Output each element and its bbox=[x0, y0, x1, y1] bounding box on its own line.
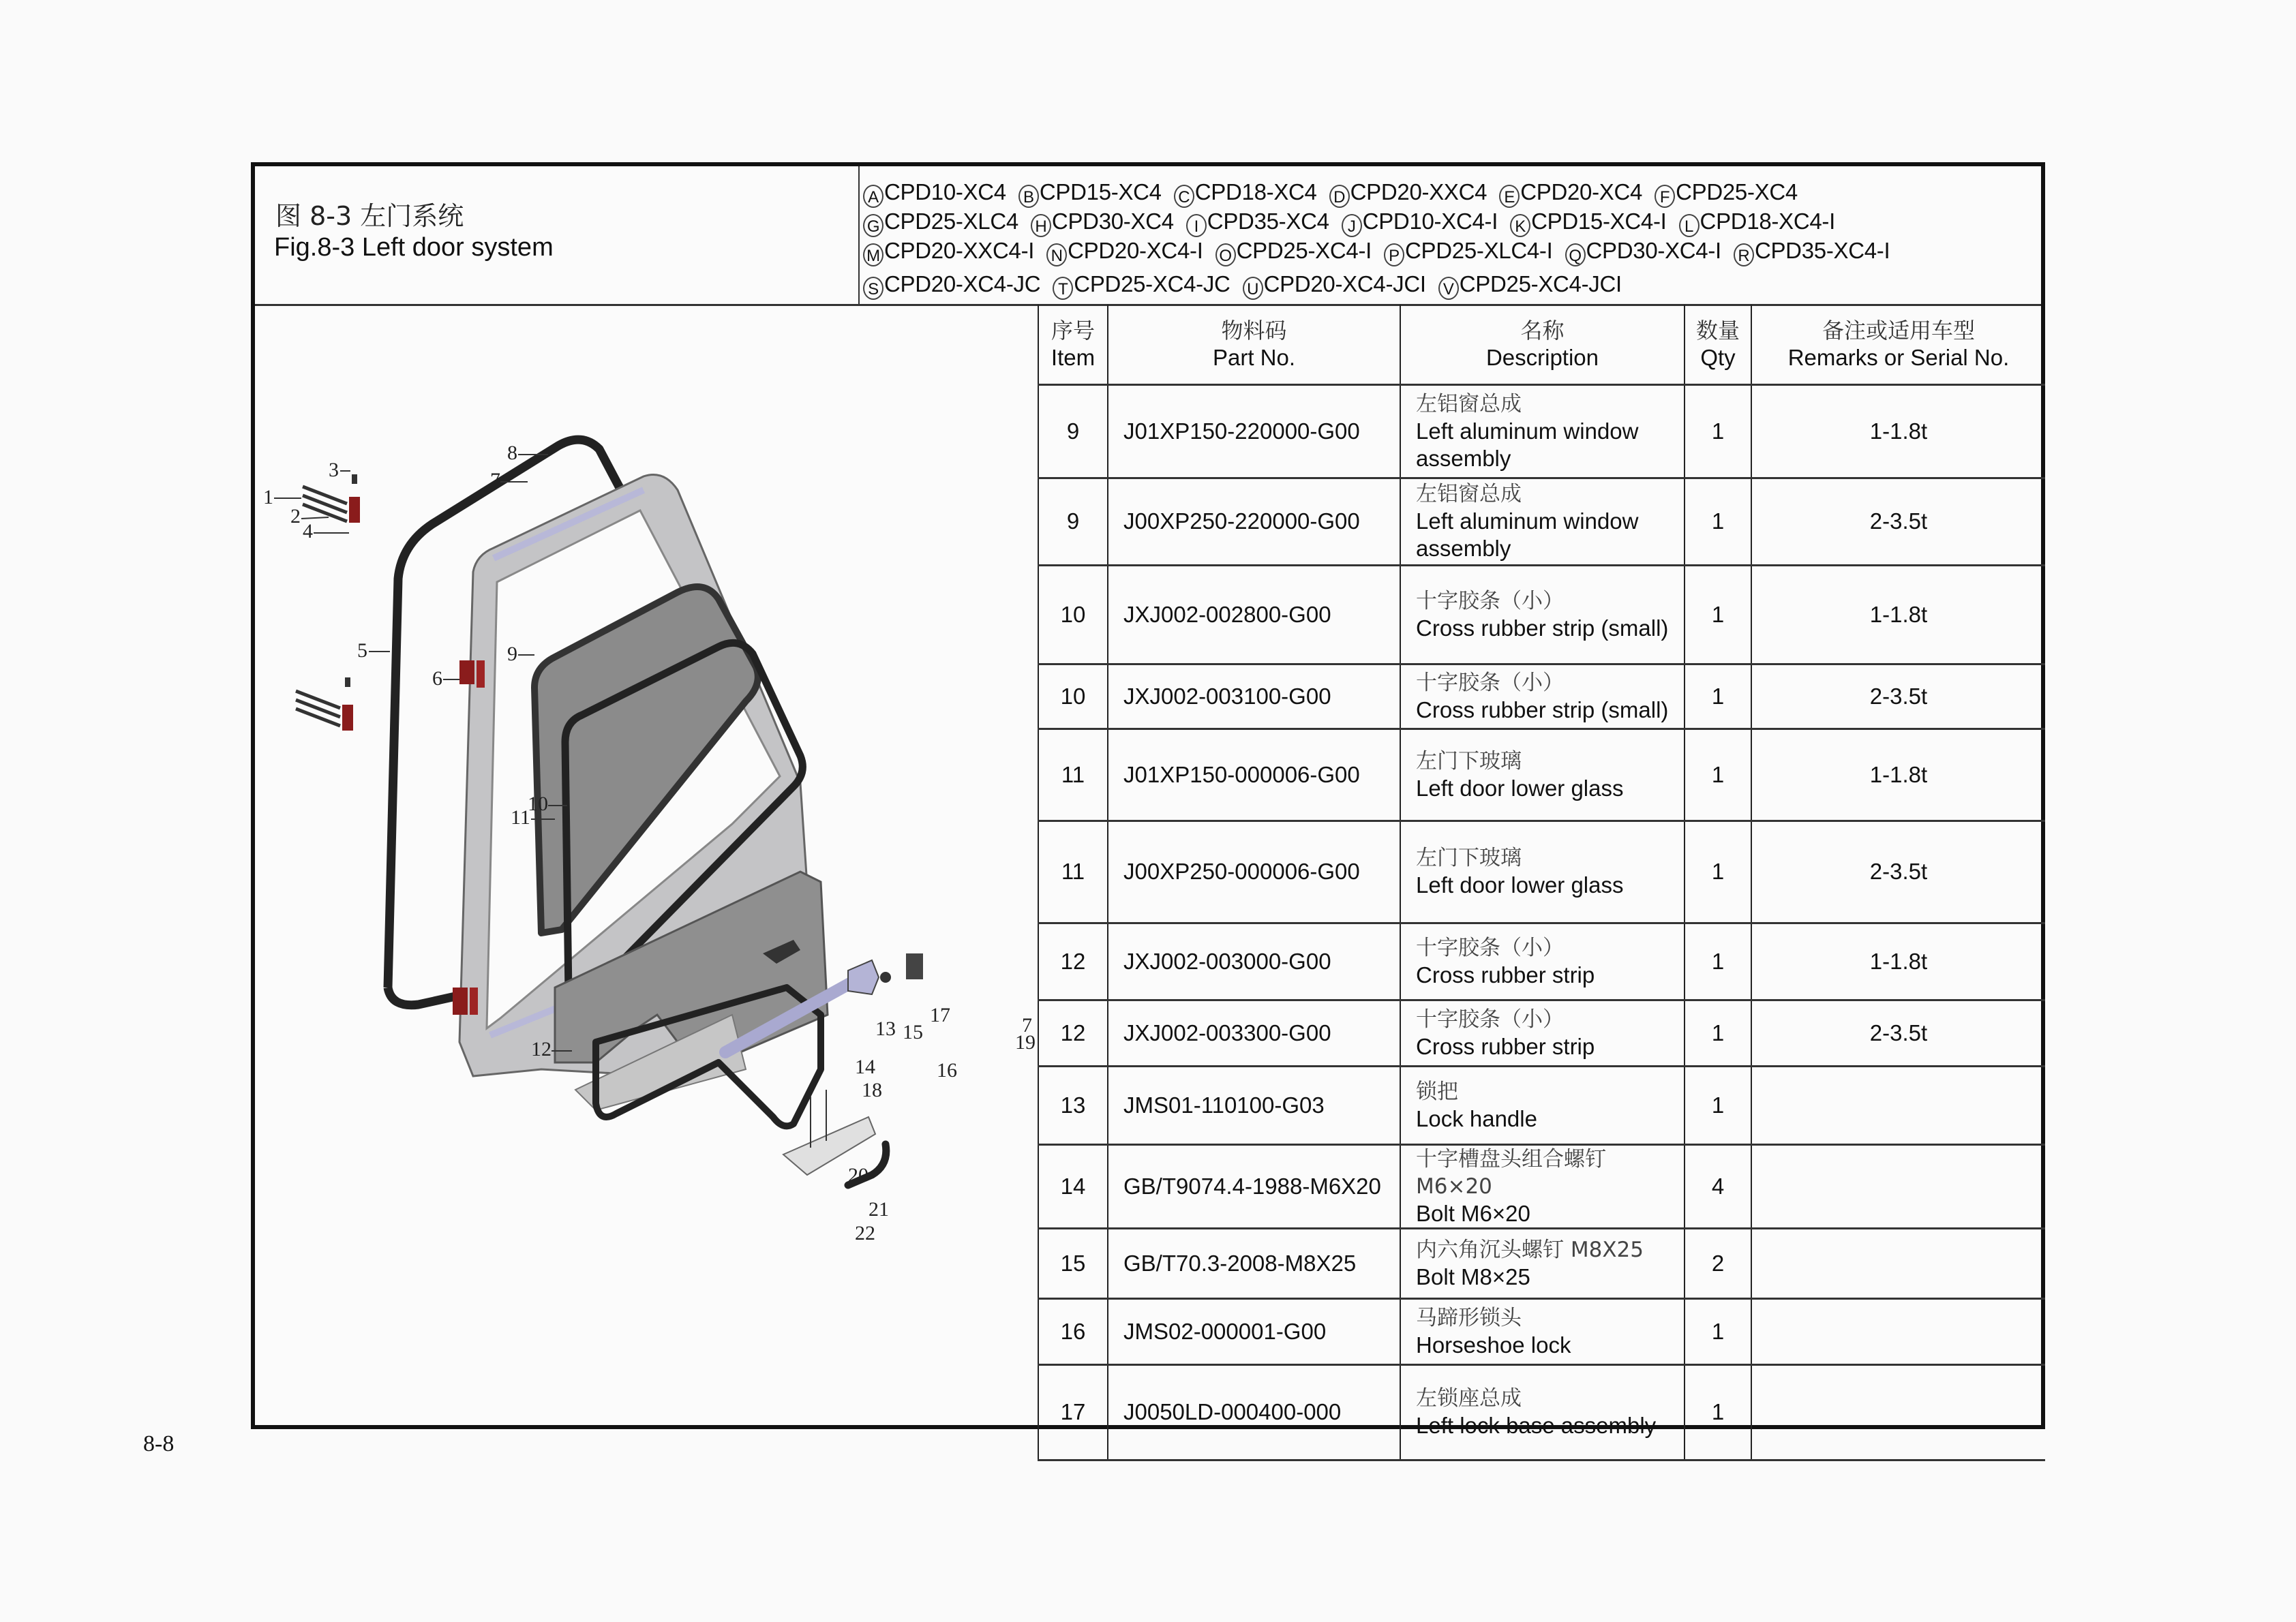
svg-text:19: 19 bbox=[1015, 1031, 1036, 1054]
svg-text:13: 13 bbox=[875, 1017, 896, 1040]
cell-item: 9 bbox=[1038, 384, 1108, 478]
model-name: CPD10-XC4 bbox=[884, 179, 1006, 204]
model-name: CPD35-XC4-I bbox=[1754, 238, 1890, 263]
model-name: CPD15-XC4-I bbox=[1531, 209, 1667, 234]
model-name: CPD25-XC4-I bbox=[1236, 238, 1372, 263]
circled-letter-icon: J bbox=[1342, 214, 1362, 237]
cell-remarks bbox=[1751, 1144, 2045, 1228]
cell-part-no: JMS01-110100-G03 bbox=[1108, 1066, 1400, 1144]
models-line-3 bbox=[863, 237, 2041, 266]
circled-letter-icon: P bbox=[1384, 243, 1404, 266]
circled-letter-icon: A bbox=[863, 185, 883, 208]
cell-remarks bbox=[1751, 1298, 2045, 1364]
parts-table-body bbox=[1038, 384, 2045, 1460]
model-f bbox=[1655, 179, 1798, 208]
model-v bbox=[1438, 271, 1622, 300]
cell-remarks bbox=[1751, 1364, 2045, 1460]
svg-text:11: 11 bbox=[511, 806, 530, 829]
cell-qty: 1 bbox=[1685, 923, 1751, 1000]
cell-item: 15 bbox=[1038, 1228, 1108, 1298]
cell-remarks: 1-1.8t bbox=[1751, 923, 2045, 1000]
model-name: CPD10-XC4-I bbox=[1362, 209, 1498, 234]
svg-text:16: 16 bbox=[937, 1059, 957, 1082]
cell-item: 10 bbox=[1038, 565, 1108, 664]
model-name: CPD25-XC4-JCI bbox=[1459, 271, 1622, 296]
svg-text:1: 1 bbox=[263, 486, 273, 508]
svg-text:6: 6 bbox=[432, 667, 442, 690]
svg-text:7: 7 bbox=[490, 469, 500, 491]
svg-text:12: 12 bbox=[531, 1038, 552, 1060]
figure-frame bbox=[251, 162, 2045, 1438]
lock-base bbox=[906, 953, 923, 979]
circled-letter-icon: E bbox=[1499, 185, 1520, 208]
cell-remarks bbox=[1751, 1228, 2045, 1298]
col-header-item: 序号 Item bbox=[1038, 305, 1108, 384]
cell-remarks: 1-1.8t bbox=[1751, 729, 2045, 821]
cell-qty: 1 bbox=[1685, 729, 1751, 821]
cell-part-no: JXJ002-002800-G00 bbox=[1108, 565, 1400, 664]
model-q bbox=[1565, 237, 1721, 266]
models-line-2 bbox=[863, 208, 2041, 237]
cell-qty: 1 bbox=[1685, 384, 1751, 478]
cell-qty: 1 bbox=[1685, 565, 1751, 664]
circled-letter-icon: K bbox=[1510, 214, 1530, 237]
col-header-remarks: 备注或适用车型 Remarks or Serial No. bbox=[1751, 305, 2045, 384]
circled-letter-icon: O bbox=[1215, 243, 1236, 266]
cell-description: 十字胶条（小） Cross rubber strip (small) bbox=[1400, 565, 1685, 664]
cell-item: 9 bbox=[1038, 478, 1108, 565]
cell-remarks: 2-3.5t bbox=[1751, 1000, 2045, 1066]
cell-part-no: J0050LD-000400-000 bbox=[1108, 1364, 1400, 1460]
models-line-1 bbox=[863, 179, 2041, 208]
cell-item: 16 bbox=[1038, 1298, 1108, 1364]
cell-description: 左门下玻璃 Left door lower glass bbox=[1400, 729, 1685, 821]
circled-letter-icon: D bbox=[1329, 185, 1350, 208]
model-h bbox=[1031, 208, 1174, 237]
model-u bbox=[1243, 271, 1426, 300]
model-name: CPD35-XC4 bbox=[1207, 209, 1329, 234]
col-header-qty: 数量 Qty bbox=[1685, 305, 1751, 384]
col-header-description: 名称 Description bbox=[1400, 305, 1685, 384]
model-t bbox=[1053, 271, 1230, 300]
circled-letter-icon: V bbox=[1438, 277, 1459, 300]
cell-part-no: GB/T9074.4-1988-M6X20 bbox=[1108, 1144, 1400, 1228]
circled-letter-icon: B bbox=[1018, 185, 1039, 208]
cell-description: 内六角沉头螺钉 M8X25 Bolt M8×25 bbox=[1400, 1228, 1685, 1298]
cell-remarks: 2-3.5t bbox=[1751, 664, 2045, 729]
model-b bbox=[1018, 179, 1162, 208]
svg-text:21: 21 bbox=[868, 1198, 889, 1221]
svg-text:10: 10 bbox=[528, 793, 548, 815]
model-name: CPD25-XLC4 bbox=[884, 209, 1018, 234]
model-name: CPD20-XC4-JC bbox=[884, 271, 1041, 296]
model-l bbox=[1679, 208, 1835, 237]
circled-letter-icon: L bbox=[1679, 214, 1700, 237]
cell-item: 11 bbox=[1038, 729, 1108, 821]
cell-description: 左铝窗总成 Left aluminum window assembly bbox=[1400, 384, 1685, 478]
table-row bbox=[1038, 1298, 2045, 1364]
cell-description: 左门下玻璃 Left door lower glass bbox=[1400, 821, 1685, 923]
cell-part-no: GB/T70.3-2008-M8X25 bbox=[1108, 1228, 1400, 1298]
cell-qty: 1 bbox=[1685, 1364, 1751, 1460]
cell-remarks: 2-3.5t bbox=[1751, 821, 2045, 923]
model-name: CPD25-XC4 bbox=[1676, 179, 1798, 204]
hinge-bolts-lower bbox=[296, 691, 340, 726]
circled-letter-icon: H bbox=[1031, 214, 1051, 237]
svg-text:22: 22 bbox=[855, 1222, 875, 1244]
cell-qty: 1 bbox=[1685, 664, 1751, 729]
model-o bbox=[1215, 237, 1372, 266]
svg-text:3: 3 bbox=[329, 459, 339, 481]
model-g bbox=[863, 208, 1018, 237]
model-n bbox=[1046, 237, 1203, 266]
exploded-door-diagram bbox=[255, 306, 1039, 1425]
cell-item: 14 bbox=[1038, 1144, 1108, 1228]
cell-part-no: JMS02-000001-G00 bbox=[1108, 1298, 1400, 1364]
figure-title-block bbox=[255, 166, 860, 306]
table-row bbox=[1038, 384, 2045, 478]
cell-item: 12 bbox=[1038, 1000, 1108, 1066]
cell-part-no: JXJ002-003100-G00 bbox=[1108, 664, 1400, 729]
cell-qty: 1 bbox=[1685, 1000, 1751, 1066]
svg-text:7: 7 bbox=[1022, 1014, 1032, 1037]
circled-letter-icon: U bbox=[1243, 277, 1263, 300]
cell-description: 十字胶条（小） Cross rubber strip (small) bbox=[1400, 664, 1685, 729]
cell-part-no: JXJ002-003000-G00 bbox=[1108, 923, 1400, 1000]
model-name: CPD15-XC4 bbox=[1039, 179, 1162, 204]
cell-description: 锁把 Lock handle bbox=[1400, 1066, 1685, 1144]
circled-letter-icon: M bbox=[863, 243, 883, 266]
circled-letter-icon: G bbox=[863, 214, 883, 237]
svg-text:8: 8 bbox=[507, 442, 517, 464]
model-name: CPD18-XC4 bbox=[1194, 179, 1317, 204]
table-row bbox=[1038, 1228, 2045, 1298]
cell-description: 十字胶条（小） Cross rubber strip bbox=[1400, 1000, 1685, 1066]
model-k bbox=[1510, 208, 1666, 237]
figure-title-en: Fig.8-3 Left door system bbox=[274, 233, 554, 262]
cell-qty: 1 bbox=[1685, 1298, 1751, 1364]
parts-table bbox=[1038, 305, 2045, 1461]
cell-qty: 1 bbox=[1685, 821, 1751, 923]
cell-qty: 4 bbox=[1685, 1144, 1751, 1228]
svg-text:9: 9 bbox=[507, 643, 517, 665]
table-row bbox=[1038, 729, 2045, 821]
table-row bbox=[1038, 1066, 2045, 1144]
applicable-models bbox=[860, 166, 2041, 306]
table-row bbox=[1038, 478, 2045, 565]
cell-item: 17 bbox=[1038, 1364, 1108, 1460]
table-row bbox=[1038, 565, 2045, 664]
cell-part-no: J00XP250-000006-G00 bbox=[1108, 821, 1400, 923]
cell-description: 十字胶条（小） Cross rubber strip bbox=[1400, 923, 1685, 1000]
cell-remarks: 1-1.8t bbox=[1751, 384, 2045, 478]
cell-part-no: J01XP150-220000-G00 bbox=[1108, 384, 1400, 478]
svg-text:17: 17 bbox=[930, 1004, 950, 1026]
cell-remarks: 2-3.5t bbox=[1751, 478, 2045, 565]
cell-remarks: 1-1.8t bbox=[1751, 565, 2045, 664]
cell-description: 马蹄形锁头 Horseshoe lock bbox=[1400, 1298, 1685, 1364]
cell-item: 10 bbox=[1038, 664, 1108, 729]
hinge-bolts-upper bbox=[303, 487, 347, 521]
col-header-part-no: 物料码 Part No. bbox=[1108, 305, 1400, 384]
model-name: CPD30-XC4-I bbox=[1586, 238, 1721, 263]
cell-part-no: J00XP250-220000-G00 bbox=[1108, 478, 1400, 565]
circled-letter-icon: C bbox=[1174, 185, 1194, 208]
model-name: CPD20-XXC4 bbox=[1350, 179, 1487, 204]
circled-letter-icon: T bbox=[1053, 277, 1073, 300]
svg-text:2: 2 bbox=[290, 505, 301, 527]
cell-description: 左锁座总成 Left lock base assembly bbox=[1400, 1364, 1685, 1460]
model-name: CPD20-XC4-JCI bbox=[1263, 271, 1426, 296]
figure-title-cn: 图 8-3 左门系统 bbox=[275, 201, 464, 231]
table-row bbox=[1038, 1144, 2045, 1228]
model-name: CPD18-XC4-I bbox=[1700, 209, 1835, 234]
model-name: CPD20-XXC4-I bbox=[884, 238, 1035, 263]
svg-text:18: 18 bbox=[862, 1079, 882, 1101]
cell-item: 13 bbox=[1038, 1066, 1108, 1144]
page-number: 8-8 bbox=[143, 1431, 175, 1456]
circled-letter-icon: S bbox=[863, 277, 883, 300]
cell-remarks bbox=[1751, 1066, 2045, 1144]
model-name: CPD20-XC4 bbox=[1520, 179, 1643, 204]
cell-qty: 1 bbox=[1685, 478, 1751, 565]
model-name: CPD20-XC4-I bbox=[1068, 238, 1203, 263]
table-row bbox=[1038, 923, 2045, 1000]
circled-letter-icon: R bbox=[1734, 243, 1754, 266]
model-p bbox=[1384, 237, 1552, 266]
model-s bbox=[863, 271, 1040, 300]
svg-text:14: 14 bbox=[855, 1056, 875, 1078]
model-name: CPD25-XLC4-I bbox=[1405, 238, 1553, 263]
table-row bbox=[1038, 1000, 2045, 1066]
circled-letter-icon: N bbox=[1046, 243, 1067, 266]
model-name: CPD30-XC4 bbox=[1051, 209, 1174, 234]
model-a bbox=[863, 179, 1006, 208]
svg-text:4: 4 bbox=[303, 520, 313, 542]
cell-qty: 2 bbox=[1685, 1228, 1751, 1298]
table-row bbox=[1038, 1364, 2045, 1460]
table-row bbox=[1038, 821, 2045, 923]
model-m bbox=[863, 237, 1034, 266]
model-r bbox=[1734, 237, 1890, 266]
svg-text:20: 20 bbox=[848, 1164, 868, 1187]
cell-item: 12 bbox=[1038, 923, 1108, 1000]
table-row bbox=[1038, 664, 2045, 729]
model-i bbox=[1186, 208, 1329, 237]
cell-part-no: JXJ002-003300-G00 bbox=[1108, 1000, 1400, 1066]
svg-text:15: 15 bbox=[903, 1021, 923, 1043]
circled-letter-icon: I bbox=[1186, 214, 1207, 237]
cell-description: 左铝窗总成 Left aluminum window assembly bbox=[1400, 478, 1685, 565]
model-name: CPD25-XC4-JC bbox=[1074, 271, 1230, 296]
cell-item: 11 bbox=[1038, 821, 1108, 923]
cell-part-no: J01XP150-000006-G00 bbox=[1108, 729, 1400, 821]
circled-letter-icon: F bbox=[1655, 185, 1675, 208]
cell-description: 十字槽盘头组合螺钉 M6×20 Bolt M6×20 bbox=[1400, 1144, 1685, 1228]
model-j bbox=[1342, 208, 1498, 237]
model-c bbox=[1174, 179, 1317, 208]
circled-letter-icon: Q bbox=[1565, 243, 1586, 266]
cell-qty: 1 bbox=[1685, 1066, 1751, 1144]
model-d bbox=[1329, 179, 1487, 208]
model-e bbox=[1499, 179, 1642, 208]
models-line-4 bbox=[863, 271, 2041, 300]
svg-text:5: 5 bbox=[357, 639, 367, 662]
